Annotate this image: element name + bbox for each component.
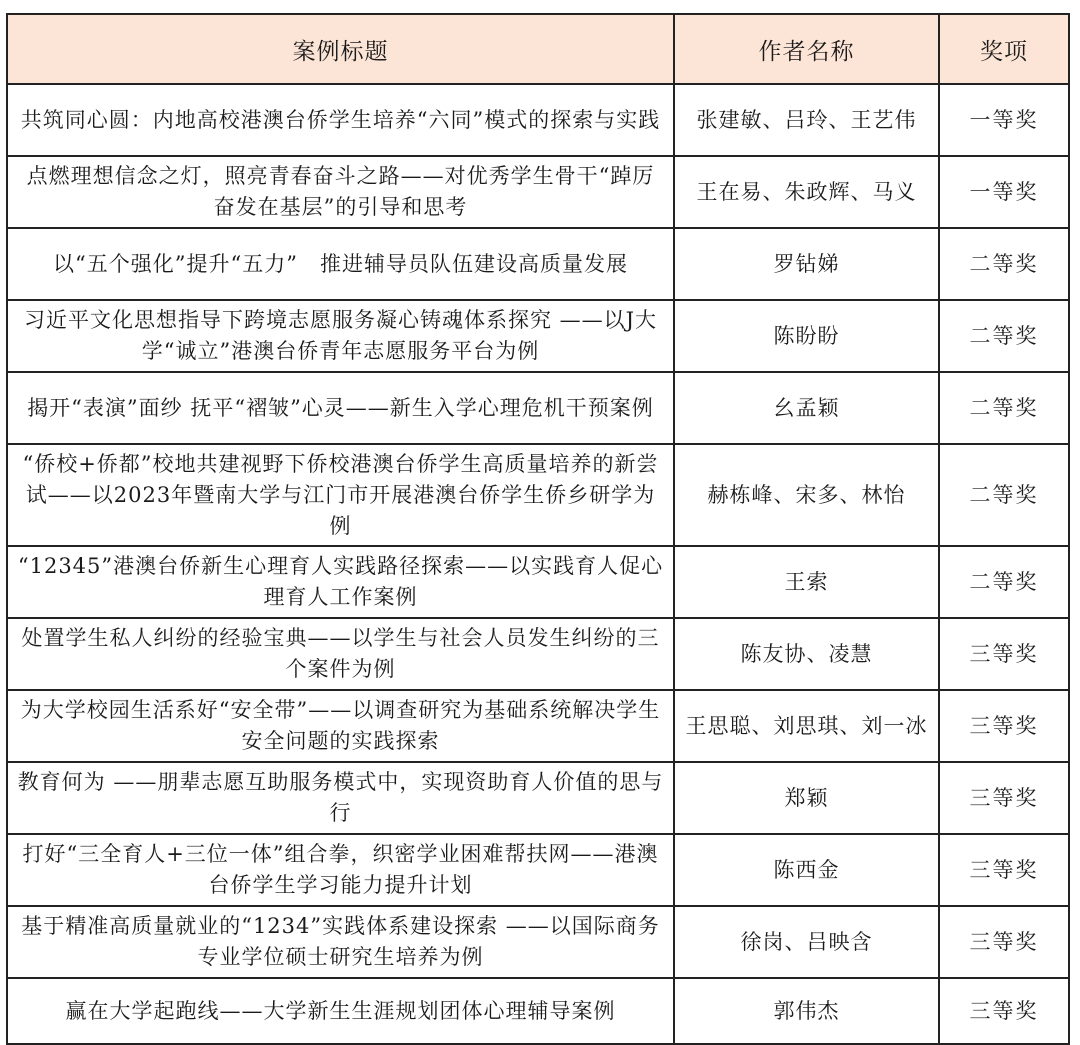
case-title-cell: “12345”港澳台侨新生心理育人实践路径探索——以实践育人促心理育人工作案例	[7, 546, 674, 618]
table-row	[7, 906, 1069, 978]
table-row	[7, 546, 1069, 618]
awards-table	[6, 13, 1070, 1045]
case-title-cell: 打好“三全育人+三位一体”组合拳，织密学业困难帮扶网——港澳台侨学生学习能力提升计划	[7, 834, 674, 906]
table-header-row	[7, 14, 1069, 84]
award-cell: 二等奖	[939, 300, 1069, 372]
award-cell: 一等奖	[939, 156, 1069, 228]
case-title-cell: 教育何为 ——朋辈志愿互助服务模式中，实现资助育人价值的思与行	[7, 762, 674, 834]
case-title-cell: 点燃理想信念之灯，照亮青春奋斗之路——对优秀学生骨干“踔厉奋发在基层”的引导和思考	[7, 156, 674, 228]
table-row	[7, 762, 1069, 834]
table-row	[7, 834, 1069, 906]
table-row	[7, 444, 1069, 546]
case-title-cell: 为大学校园生活系好“安全带”——以调查研究为基础系统解决学生安全问题的实践探索	[7, 690, 674, 762]
author-cell: 徐岗、吕映含	[674, 906, 939, 978]
award-cell: 二等奖	[939, 372, 1069, 444]
award-cell: 三等奖	[939, 762, 1069, 834]
case-title-cell: 揭开“表演”面纱 抚平“褶皱”心灵——新生入学心理危机干预案例	[7, 372, 674, 444]
award-cell: 三等奖	[939, 690, 1069, 762]
author-cell: 赫栋峰、宋多、林怡	[674, 444, 939, 546]
award-cell: 二等奖	[939, 546, 1069, 618]
case-title-cell: 处置学生私人纠纷的经验宝典——以学生与社会人员发生纠纷的三个案件为例	[7, 618, 674, 690]
author-cell: 陈西金	[674, 834, 939, 906]
case-title-cell: 赢在大学起跑线——大学新生生涯规划团体心理辅导案例	[7, 978, 674, 1044]
table-row	[7, 978, 1069, 1044]
award-cell: 三等奖	[939, 834, 1069, 906]
case-title-cell: 习近平文化思想指导下跨境志愿服务凝心铸魂体系探究 ——以J大学“诚立”港澳台侨青年志愿服务平台为例	[7, 300, 674, 372]
case-title-cell: 共筑同心圆：内地高校港澳台侨学生培养“六同”模式的探索与实践	[7, 84, 674, 156]
author-cell: 张建敏、吕玲、王艺伟	[674, 84, 939, 156]
author-cell: 王思聪、刘思琪、刘一冰	[674, 690, 939, 762]
author-cell: 陈盼盼	[674, 300, 939, 372]
header-case-title: 案例标题	[7, 14, 674, 84]
award-cell: 三等奖	[939, 618, 1069, 690]
award-cell: 二等奖	[939, 228, 1069, 300]
award-cell: 三等奖	[939, 906, 1069, 978]
author-cell: 郑颖	[674, 762, 939, 834]
author-cell: 罗钻娣	[674, 228, 939, 300]
header-award: 奖项	[939, 14, 1069, 84]
table-row	[7, 300, 1069, 372]
table-row	[7, 618, 1069, 690]
award-cell: 三等奖	[939, 978, 1069, 1044]
author-cell: 郭伟杰	[674, 978, 939, 1044]
author-cell: 王在易、朱政辉、马义	[674, 156, 939, 228]
author-cell: 王索	[674, 546, 939, 618]
case-title-cell: “侨校+侨都”校地共建视野下侨校港澳台侨学生高质量培养的新尝试——以2023年暨南大学与江门市开展港澳台侨学生侨乡研学为例	[7, 444, 674, 546]
header-author-name: 作者名称	[674, 14, 939, 84]
table-row	[7, 156, 1069, 228]
table-row	[7, 84, 1069, 156]
table-row	[7, 690, 1069, 762]
case-title-cell: 以“五个强化”提升“五力” 推进辅导员队伍建设高质量发展	[7, 228, 674, 300]
table-row	[7, 372, 1069, 444]
award-cell: 一等奖	[939, 84, 1069, 156]
author-cell: 幺孟颖	[674, 372, 939, 444]
case-title-cell: 基于精准高质量就业的“1234”实践体系建设探索 ——以国际商务专业学位硕士研究生培养为例	[7, 906, 674, 978]
table-row	[7, 228, 1069, 300]
author-cell: 陈友协、凌慧	[674, 618, 939, 690]
award-cell: 二等奖	[939, 444, 1069, 546]
